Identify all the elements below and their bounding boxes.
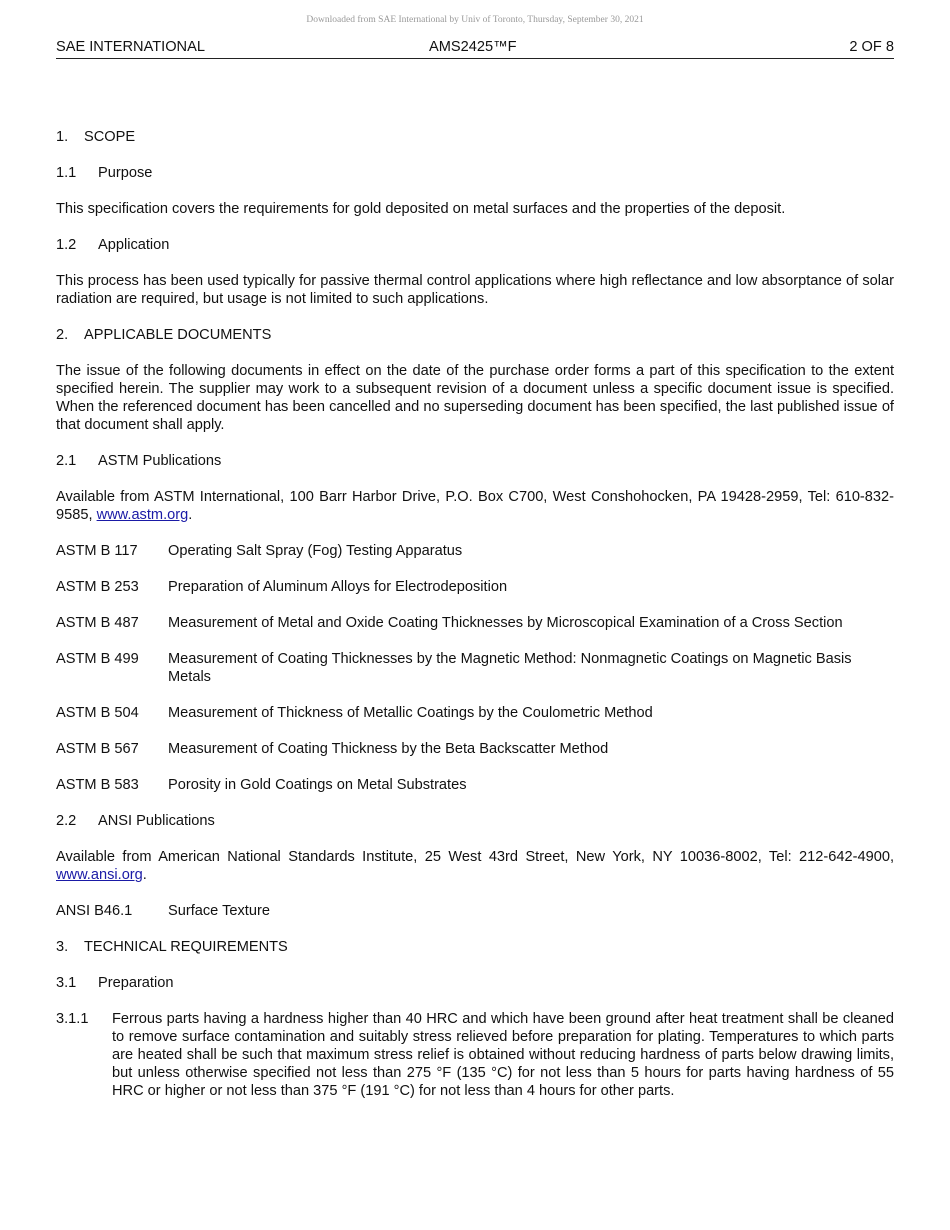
reference-row (56, 902, 894, 920)
reference-title: Measurement of Metal and Oxide Coating Thicknesses by Microscopical Examination of a Cross Section (168, 615, 843, 631)
section-title: SCOPE (84, 129, 136, 145)
section-heading-applicable-documents (56, 326, 894, 344)
document-body (56, 128, 894, 1118)
astm-availability-paragraph (56, 488, 894, 524)
subsection-number: 2.1 (56, 453, 77, 469)
reference-title: Operating Salt Spray (Fog) Testing Apparatus (168, 543, 463, 559)
astm-availability-end: . (188, 507, 193, 523)
application-paragraph: This process has been used typically for passive thermal control applications where high reflectance and low absorptance of solar radiation are required, but usage is not limited to such applications. (56, 273, 894, 307)
ansi-availability-end: . (142, 867, 147, 883)
reference-code: ASTM B 117 (56, 543, 138, 559)
section-number: 2. (56, 327, 69, 343)
reference-title: Preparation of Aluminum Alloys for Electrodeposition (168, 579, 508, 595)
reference-row (56, 776, 894, 794)
subsection-title: Preparation (98, 975, 174, 991)
reference-row (56, 740, 894, 758)
numbered-requirement-item (56, 1010, 894, 1100)
section-title: APPLICABLE DOCUMENTS (84, 327, 272, 343)
astm-website-link[interactable]: www.astm.org (96, 507, 189, 523)
applicable-documents-paragraph: The issue of the following documents in effect on the date of the purchase order forms a part of this specification to the extent specified herein. The supplier may work to a subsequent revision of a document unless a specific document issue is specified. When the referenced document has been cancelled and no superseding document has been specified, the last published issue of that document shall apply. (56, 363, 894, 433)
subsection-number: 2.2 (56, 813, 77, 829)
reference-row (56, 650, 894, 686)
header-organization: SAE INTERNATIONAL (56, 39, 205, 55)
reference-title: Surface Texture (168, 903, 270, 919)
subsection-heading-purpose (56, 164, 894, 182)
page-header (56, 38, 894, 59)
section-number: 3. (56, 939, 69, 955)
subsection-title: ANSI Publications (98, 813, 215, 829)
reference-code: ANSI B46.1 (56, 903, 133, 919)
reference-title: Measurement of Coating Thicknesses by the Magnetic Method: Nonmagnetic Coatings on Magnetic Basis Metals (168, 651, 852, 685)
reference-row (56, 614, 894, 632)
ansi-website-link[interactable]: www.ansi.org (56, 867, 143, 883)
item-text: Ferrous parts having a hardness higher than 40 HRC and which have been ground after heat treatment shall be cleaned to remove surface contamination and suitably stress relieved before preparation for plating. Temperatures to which parts are heated shall be such that maximum stress relief is obtained without reducing hardness of parts below drawing limits, but unless otherwise specified not less than 275 °F (135 °C) for not less than 5 hours for parts having hardness of 55 HRC or higher or not less than 375 °F (191 °C) for not less than 4 hours for other parts. (112, 1011, 894, 1099)
subsection-heading-preparation (56, 974, 894, 992)
subsection-heading-ansi (56, 812, 894, 830)
header-page-number: 2 OF 8 (849, 39, 894, 55)
section-heading-scope (56, 128, 894, 146)
ansi-reference-list (56, 902, 894, 920)
ansi-availability-paragraph (56, 848, 894, 884)
reference-code: ASTM B 253 (56, 579, 139, 595)
purpose-paragraph: This specification covers the requirements for gold deposited on metal surfaces and the properties of the deposit. (56, 201, 786, 217)
header-document-id: AMS2425™F (429, 39, 517, 55)
reference-code: ASTM B 567 (56, 741, 139, 757)
reference-title: Measurement of Thickness of Metallic Coatings by the Coulometric Method (168, 705, 653, 721)
astm-reference-list (56, 542, 894, 794)
subsection-heading-application (56, 236, 894, 254)
reference-code: ASTM B 487 (56, 615, 139, 631)
reference-code: ASTM B 583 (56, 777, 139, 793)
subsection-number: 1.1 (56, 165, 77, 181)
reference-title: Porosity in Gold Coatings on Metal Substrates (168, 777, 467, 793)
astm-availability-text: Available from ASTM International, 100 Barr Harbor Drive, P.O. Box C700, West Conshohocken, PA 19428-2959, Tel: 610-832-9585, (56, 489, 894, 523)
subsection-number: 3.1 (56, 975, 77, 991)
subsection-number: 1.2 (56, 237, 77, 253)
subsection-title: Application (98, 237, 170, 253)
section-number: 1. (56, 129, 69, 145)
subsection-title: Purpose (98, 165, 153, 181)
ansi-availability-text: Available from American National Standards Institute, 25 West 43rd Street, New York, NY 10036-8002, Tel: 212-642-4900, (56, 849, 894, 865)
download-watermark: Downloaded from SAE International by Univ of Toronto, Thursday, September 30, 2021 (306, 15, 644, 25)
reference-row (56, 578, 894, 596)
section-heading-technical-requirements (56, 938, 894, 956)
subsection-title: ASTM Publications (98, 453, 222, 469)
subsection-heading-astm (56, 452, 894, 470)
reference-code: ASTM B 504 (56, 705, 139, 721)
reference-title: Measurement of Coating Thickness by the Beta Backscatter Method (168, 741, 609, 757)
reference-row (56, 704, 894, 722)
item-number: 3.1.1 (56, 1011, 89, 1027)
section-title: TECHNICAL REQUIREMENTS (84, 939, 288, 955)
reference-row (56, 542, 894, 560)
reference-code: ASTM B 499 (56, 651, 139, 667)
